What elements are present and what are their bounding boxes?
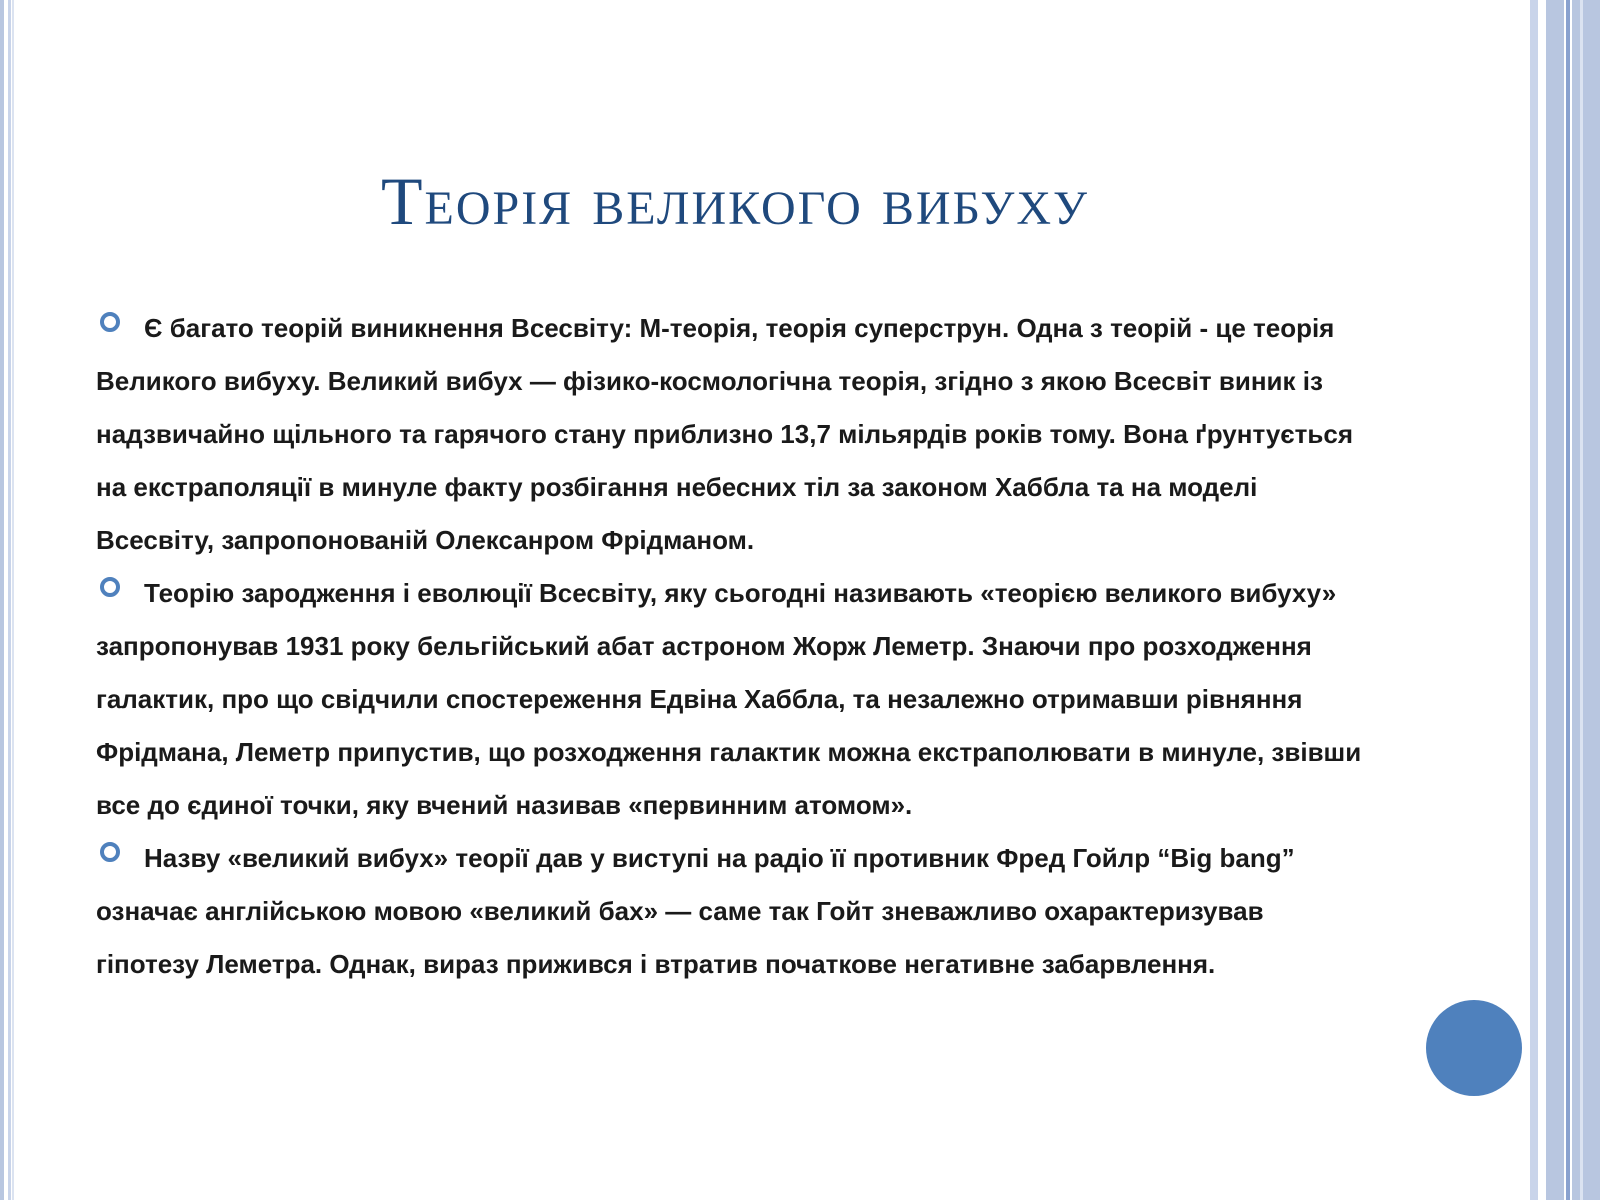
bullet-text-3: Назву «великий вибух» теорії дав у виступі на радіо її противник Фред Гойлр “Big bang” означає англійською мовою «великий бах» — саме так Гойт зневажливо охарактеризував гіпотезу Леметра. Однак, вираз прижився і втратив початкове негативне забарвлення. [96, 843, 1295, 979]
bullet-paragraph-2 [96, 567, 1368, 832]
bullet-paragraph-1 [96, 302, 1368, 567]
circle-bullet-icon [100, 312, 120, 332]
circle-bullet-icon [100, 577, 120, 597]
slide-title: Теорія великого вибуху [380, 163, 1090, 239]
circle-bullet-icon [100, 842, 120, 862]
right-border-decoration [1530, 0, 1600, 1200]
slide-body [96, 302, 1368, 991]
bullet-text-1: Є багато теорій виникнення Всесвіту: М-теорія, теорія суперструн. Одна з теорій - це теорія Великого вибуху. Великий вибух — фізико-космологічна теорія, згідно з якою Всесвіт виник із надзвичайно щільного та гарячого стану приблизно 13,7 мільярдів років тому. Вона ґрунтується на екстраполяції в минуле факту розбігання небесних тіл за законом Хаббла та на моделі Всесвіту, запропонованій Олексанром Фрідманом. [96, 313, 1353, 555]
decorative-circle [1426, 1000, 1522, 1096]
bullet-paragraph-3 [96, 832, 1368, 991]
bullet-text-2: Теорію зародження і еволюції Всесвіту, яку сьогодні називають «теорією великого вибуху» запропонував 1931 року бельгійський абат астроном Жорж Леметр. Знаючи про розходження галактик, про що свідчили спостереження Едвіна Хаббла, та незалежно отримавши рівняння Фрідмана, Леметр припустив, що розходження галактик можна екстраполювати в минуле, звівши все до єдиної точки, яку вчений називав «первинним атомом». [96, 578, 1362, 820]
